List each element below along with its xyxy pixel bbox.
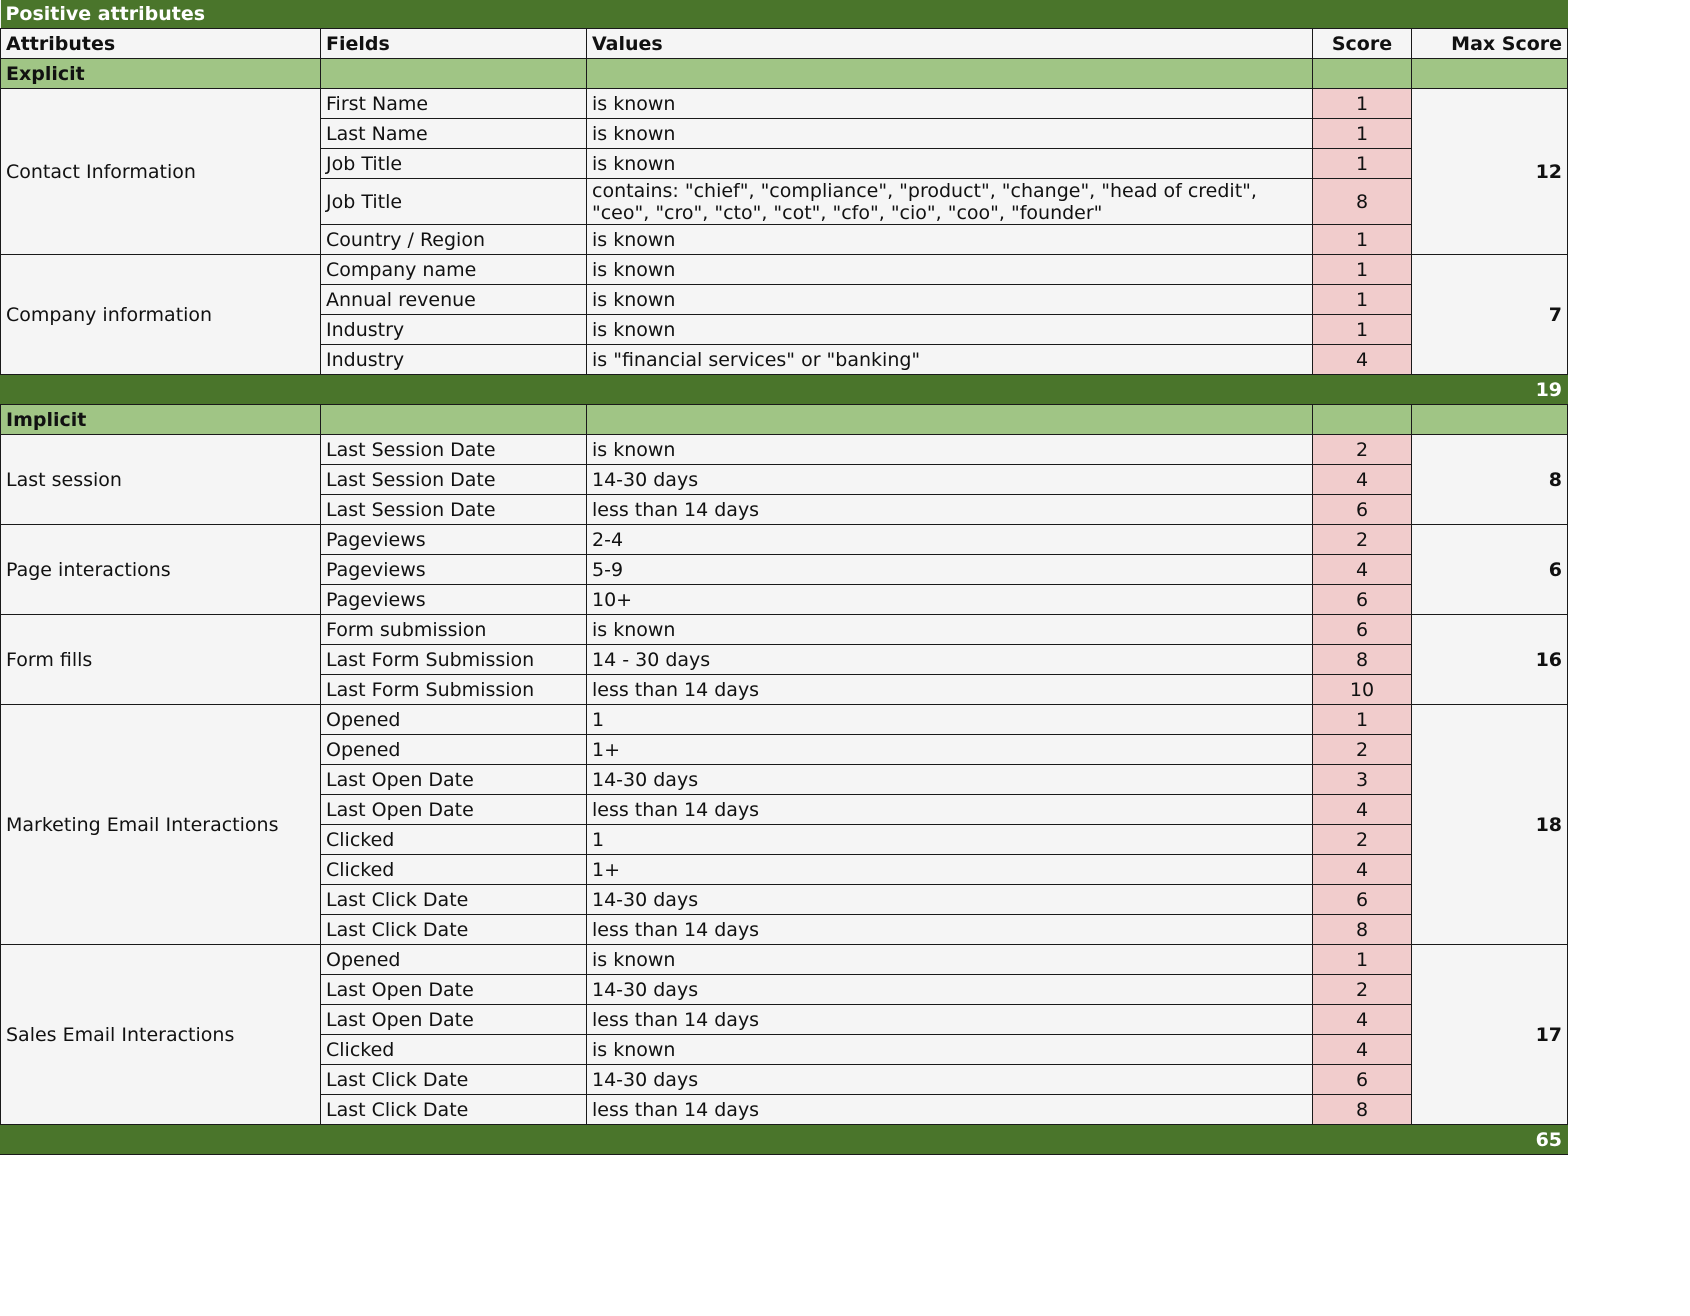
section-fill-cell[interactable] [1412,405,1568,435]
score-cell[interactable]: 4 [1313,555,1412,585]
field-cell[interactable]: Last Form Submission [321,645,587,675]
table-row [1,435,1568,465]
attribute-group-cell[interactable]: Form fills [1,615,321,705]
value-cell[interactable]: 14 - 30 days [587,645,1313,675]
max-score-cell[interactable]: 18 [1412,705,1568,945]
attribute-group-cell[interactable]: Sales Email Interactions [1,945,321,1125]
score-cell[interactable]: 1 [1313,945,1412,975]
score-cell[interactable]: 10 [1313,675,1412,705]
value-cell[interactable]: 14-30 days [587,1065,1313,1095]
total-fill-cell[interactable] [321,1125,587,1155]
field-cell[interactable]: Last Session Date [321,465,587,495]
score-cell[interactable]: 6 [1313,585,1412,615]
field-cell[interactable]: Opened [321,945,587,975]
section-fill-cell[interactable] [587,405,1313,435]
field-cell[interactable]: Last Name [321,119,587,149]
attribute-group-cell[interactable]: Page interactions [1,525,321,615]
field-cell[interactable]: Last Open Date [321,795,587,825]
total-fill-cell[interactable] [1313,375,1412,405]
section-fill-cell[interactable] [1313,59,1412,89]
field-cell[interactable]: Pageviews [321,585,587,615]
max-score-cell[interactable]: 12 [1412,89,1568,255]
score-cell[interactable]: 6 [1313,885,1412,915]
field-cell[interactable]: Last Open Date [321,1005,587,1035]
value-cell[interactable]: less than 14 days [587,675,1313,705]
value-cell[interactable]: is known [587,315,1313,345]
header-max-score[interactable]: Max Score [1412,29,1568,59]
field-cell[interactable]: First Name [321,89,587,119]
value-cell[interactable]: is known [587,225,1313,255]
score-cell[interactable]: 6 [1313,1065,1412,1095]
score-cell[interactable]: 4 [1313,1005,1412,1035]
score-cell[interactable]: 1 [1313,705,1412,735]
field-cell[interactable]: Last Click Date [321,1065,587,1095]
value-cell[interactable]: 14-30 days [587,975,1313,1005]
field-cell[interactable]: Pageviews [321,555,587,585]
value-cell[interactable]: 10+ [587,585,1313,615]
score-cell[interactable]: 8 [1313,645,1412,675]
score-cell[interactable]: 1 [1313,149,1412,179]
field-cell[interactable]: Form submission [321,615,587,645]
value-cell[interactable]: is known [587,89,1313,119]
score-cell[interactable]: 1 [1313,315,1412,345]
field-cell[interactable]: Clicked [321,855,587,885]
value-cell[interactable]: contains: "chief", "compliance", "product", "change", "head of credit", "ceo", "cro", "cto", "cot", "cfo", "cio", "coo", "founder" [587,179,1313,225]
attribute-group-cell[interactable]: Marketing Email Interactions [1,705,321,945]
value-cell[interactable]: 2-4 [587,525,1313,555]
attribute-group-cell[interactable]: Company information [1,255,321,375]
field-cell[interactable]: Last Form Submission [321,675,587,705]
title-row [1,0,1568,29]
field-cell[interactable]: Pageviews [321,525,587,555]
value-cell[interactable]: less than 14 days [587,1005,1313,1035]
field-cell[interactable]: Job Title [321,149,587,179]
table-body [1,59,1568,1155]
score-cell[interactable]: 1 [1313,89,1412,119]
value-cell[interactable]: is known [587,149,1313,179]
value-cell[interactable]: is known [587,615,1313,645]
score-cell[interactable]: 2 [1313,735,1412,765]
value-cell[interactable]: less than 14 days [587,795,1313,825]
score-cell[interactable]: 6 [1313,495,1412,525]
total-fill-cell[interactable] [1,375,321,405]
field-cell[interactable]: Last Open Date [321,975,587,1005]
table-row [1,255,1568,285]
total-fill-cell[interactable] [587,375,1313,405]
max-score-cell[interactable]: 16 [1412,615,1568,705]
explicit-section-row [1,59,1568,89]
score-cell[interactable]: 8 [1313,915,1412,945]
score-cell[interactable]: 6 [1313,615,1412,645]
header-attributes[interactable]: Attributes [1,29,321,59]
value-cell[interactable]: is known [587,1035,1313,1065]
score-cell[interactable]: 8 [1313,1095,1412,1125]
score-cell[interactable]: 2 [1313,975,1412,1005]
field-cell[interactable]: Last Click Date [321,885,587,915]
header-fields[interactable]: Fields [321,29,587,59]
value-cell[interactable]: is known [587,285,1313,315]
field-cell[interactable]: Company name [321,255,587,285]
value-cell[interactable]: 1 [587,705,1313,735]
score-cell[interactable]: 8 [1313,179,1412,225]
value-cell[interactable]: 1 [587,825,1313,855]
value-cell[interactable]: 14-30 days [587,465,1313,495]
field-cell[interactable]: Last Session Date [321,435,587,465]
header-values[interactable]: Values [587,29,1313,59]
header-score[interactable]: Score [1313,29,1412,59]
header-row [1,29,1568,59]
implicit-total-row [1,1125,1568,1155]
field-cell[interactable]: Job Title [321,179,587,225]
field-cell[interactable]: Country / Region [321,225,587,255]
table-row [1,705,1568,735]
score-cell[interactable]: 4 [1313,1035,1412,1065]
explicit-total-row [1,375,1568,405]
total-fill-cell[interactable] [1313,1125,1412,1155]
implicit-section-label[interactable]: Implicit [1,405,321,435]
field-cell[interactable]: Clicked [321,1035,587,1065]
value-cell[interactable]: less than 14 days [587,915,1313,945]
value-cell[interactable]: 14-30 days [587,765,1313,795]
field-cell[interactable]: Clicked [321,825,587,855]
max-score-cell[interactable]: 6 [1412,525,1568,615]
value-cell[interactable]: less than 14 days [587,1095,1313,1125]
score-cell[interactable]: 2 [1313,525,1412,555]
field-cell[interactable]: Last Session Date [321,495,587,525]
score-cell[interactable]: 1 [1313,255,1412,285]
field-cell[interactable]: Annual revenue [321,285,587,315]
total-fill-cell[interactable] [321,375,587,405]
value-cell[interactable]: 14-30 days [587,885,1313,915]
max-score-cell[interactable]: 7 [1412,255,1568,375]
score-cell[interactable]: 4 [1313,795,1412,825]
value-cell[interactable]: is known [587,945,1313,975]
section-fill-cell[interactable] [1313,405,1412,435]
attribute-group-cell[interactable]: Contact Information [1,89,321,255]
explicit-total-value[interactable]: 19 [1412,375,1568,405]
score-cell[interactable]: 1 [1313,225,1412,255]
table-row [1,945,1568,975]
score-cell[interactable]: 4 [1313,855,1412,885]
score-cell[interactable]: 1 [1313,285,1412,315]
score-cell[interactable]: 3 [1313,765,1412,795]
implicit-section-row [1,405,1568,435]
max-score-cell[interactable]: 8 [1412,435,1568,525]
field-cell[interactable]: Last Open Date [321,765,587,795]
field-cell[interactable]: Last Click Date [321,1095,587,1125]
value-cell[interactable]: is "financial services" or "banking" [587,345,1313,375]
score-cell[interactable]: 4 [1313,465,1412,495]
field-cell[interactable]: Last Click Date [321,915,587,945]
table-row [1,89,1568,119]
section-fill-cell[interactable] [321,59,587,89]
explicit-section-label[interactable]: Explicit [1,59,321,89]
attribute-group-cell[interactable]: Last session [1,435,321,525]
field-cell[interactable]: Industry [321,315,587,345]
section-fill-cell[interactable] [1412,59,1568,89]
value-cell[interactable]: is known [587,119,1313,149]
value-cell[interactable]: 1+ [587,735,1313,765]
value-cell[interactable]: is known [587,435,1313,465]
score-cell[interactable]: 2 [1313,435,1412,465]
table-row [1,525,1568,555]
score-cell[interactable]: 1 [1313,119,1412,149]
value-cell[interactable]: 5-9 [587,555,1313,585]
total-fill-cell[interactable] [1,1125,321,1155]
field-cell[interactable]: Opened [321,705,587,735]
score-cell[interactable]: 2 [1313,825,1412,855]
table-row [1,615,1568,645]
total-fill-cell[interactable] [587,1125,1313,1155]
field-cell[interactable]: Opened [321,735,587,765]
max-score-cell[interactable]: 17 [1412,945,1568,1125]
value-cell[interactable]: 1+ [587,855,1313,885]
value-cell[interactable]: less than 14 days [587,495,1313,525]
field-cell[interactable]: Industry [321,345,587,375]
sheet-title[interactable]: Positive attributes [1,0,1568,29]
value-cell[interactable]: is known [587,255,1313,285]
section-fill-cell[interactable] [587,59,1313,89]
section-fill-cell[interactable] [321,405,587,435]
implicit-total-value[interactable]: 65 [1412,1125,1568,1155]
score-cell[interactable]: 4 [1313,345,1412,375]
